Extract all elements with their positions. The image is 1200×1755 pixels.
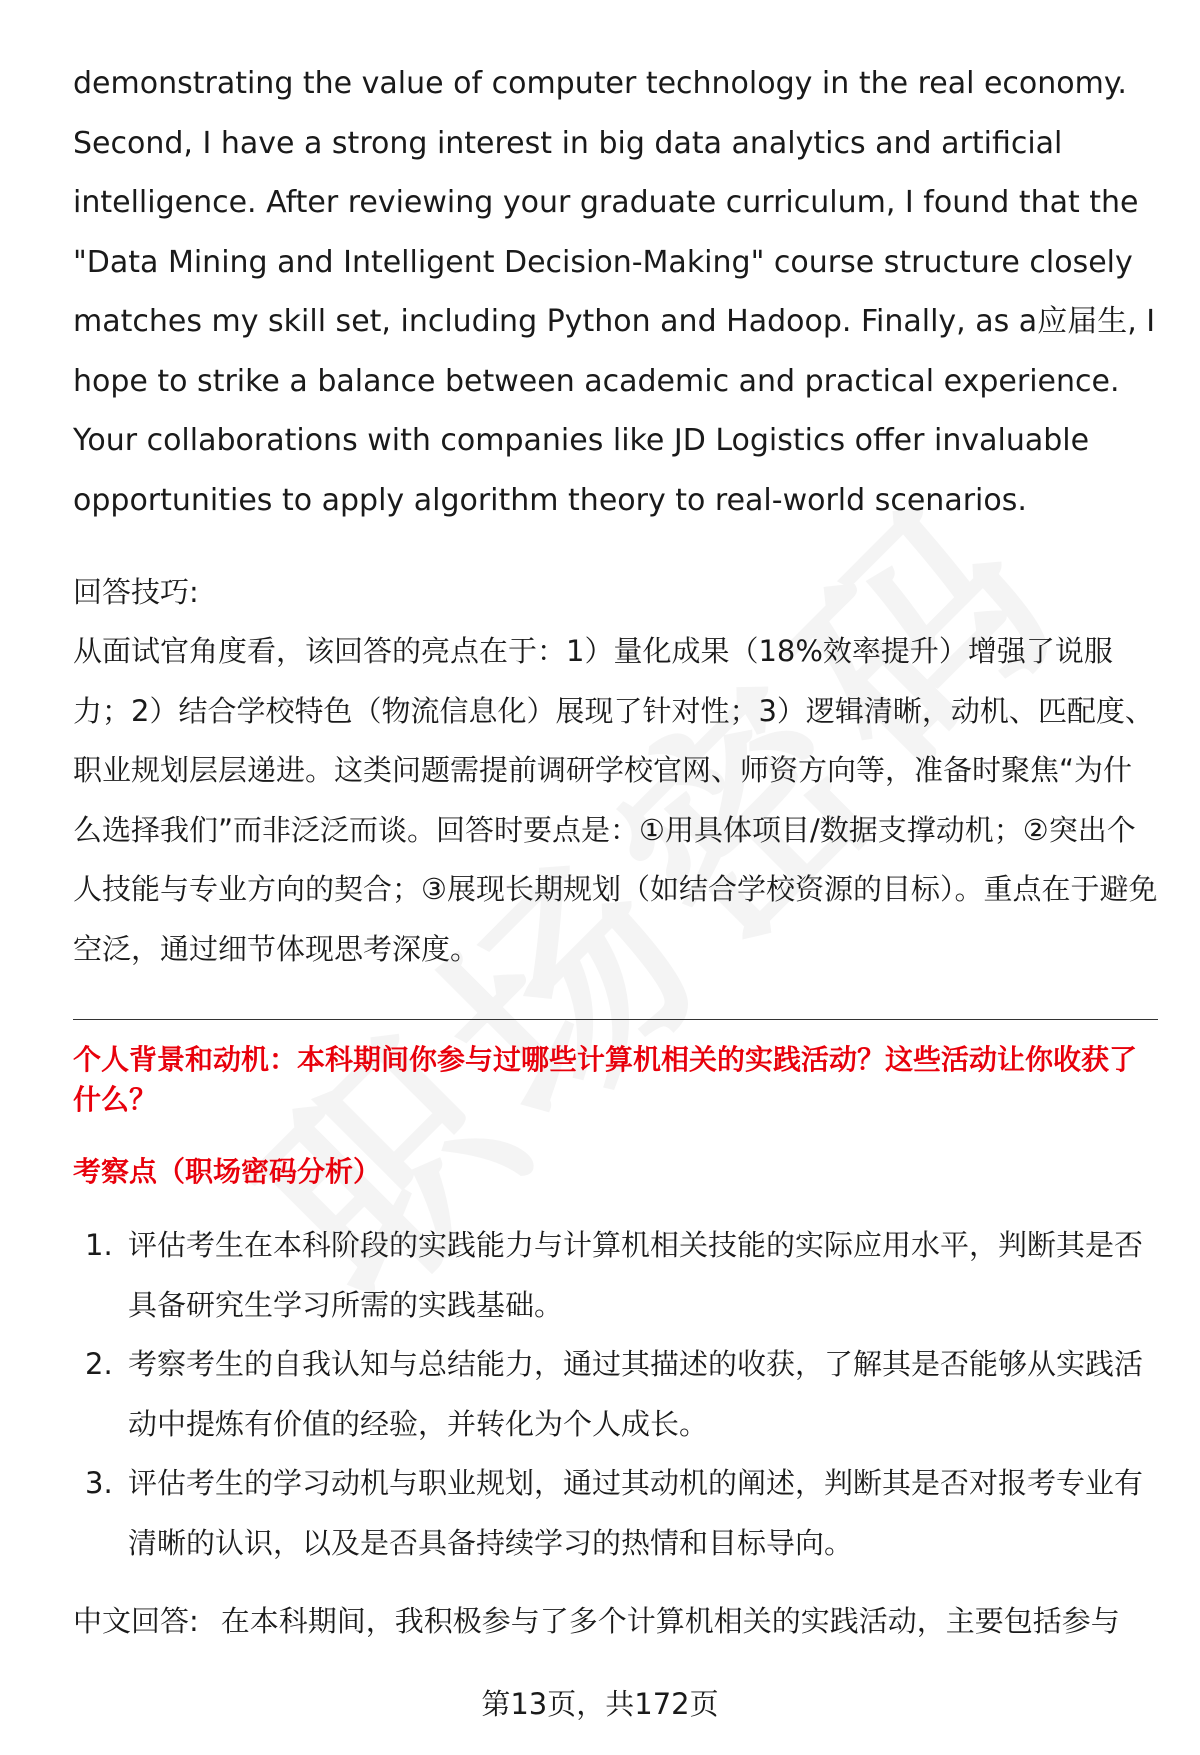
page-footer: 第13页，共172页 bbox=[481, 1687, 719, 1721]
assessment-points bbox=[73, 1216, 1158, 1573]
answer-text: 在本科期间，我积极参与了多个计算机相关的实践活动，主要包括参与 bbox=[220, 1604, 1120, 1638]
list-item-text: 评估考生在本科阶段的实践能力与计算机相关技能的实际应用水平，判断其是否具备研究生学习所需的实践基础。 bbox=[128, 1228, 1144, 1322]
list-item bbox=[73, 1216, 1158, 1335]
list-item-text: 评估考生的学习动机与职业规划，通过其动机的阐述，判断其是否对报考专业有清晰的认识，以及是否具备持续学习的热情和目标导向。 bbox=[128, 1466, 1144, 1560]
question-heading: 个人背景和动机：本科期间你参与过哪些计算机相关的实践活动？这些活动让你收获了什么？ bbox=[73, 1043, 1138, 1116]
list-number: 1. bbox=[85, 1228, 113, 1262]
section-divider bbox=[73, 1019, 1158, 1020]
tips-text: 从面试官角度看，该回答的亮点在于：1）量化成果（18%效率提升）增强了说服力；2）结合学校特色（物流信息化）展现了针对性；3）逻辑清晰，动机、匹配度、职业规划层层递进。这类问题需提前调研学校官网、师资方向等，准备时聚焦“为什么选择我们”而非泛泛而谈。回答时要点是：①用具体项目/数据支撑动机；②突出个人技能与专业方向的契合；③展现长期规划（如结合学校资源的目标）。重点在于避免空泛，通过细节体现思考深度。 bbox=[73, 634, 1158, 966]
list-item bbox=[73, 1454, 1158, 1573]
list-number: 2. bbox=[85, 1347, 113, 1381]
document-page bbox=[73, 0, 1158, 1651]
assessment-heading: 考察点（职场密码分析） bbox=[73, 1155, 382, 1188]
list-number: 3. bbox=[85, 1466, 113, 1500]
chinese-answer bbox=[73, 1591, 1158, 1651]
list-item bbox=[73, 1335, 1158, 1454]
english-answer-paragraph: demonstrating the value of computer technology in the real economy. Second, I have a strong interest in big data analytics and artificial intelligence. After reviewing your graduate curriculum, I found that the "Data Mining and Intelligent Decision-Making" course structure closely matches my skill set, including Python and Hadoop. Finally, as a应届生, I hope to strike a balance between academic and practical experience. Your collaborations with companies like JD Logistics offer invaluable opportunities to apply algorithm theory to real-world scenarios. bbox=[73, 66, 1156, 518]
list-item-text: 考察考生的自我认知与总结能力，通过其描述的收获，了解其是否能够从实践活动中提炼有价值的经验，并转化为个人成长。 bbox=[128, 1347, 1144, 1441]
answer-label: 中文回答: bbox=[73, 1604, 199, 1638]
tips-label: 回答技巧: bbox=[73, 575, 199, 609]
